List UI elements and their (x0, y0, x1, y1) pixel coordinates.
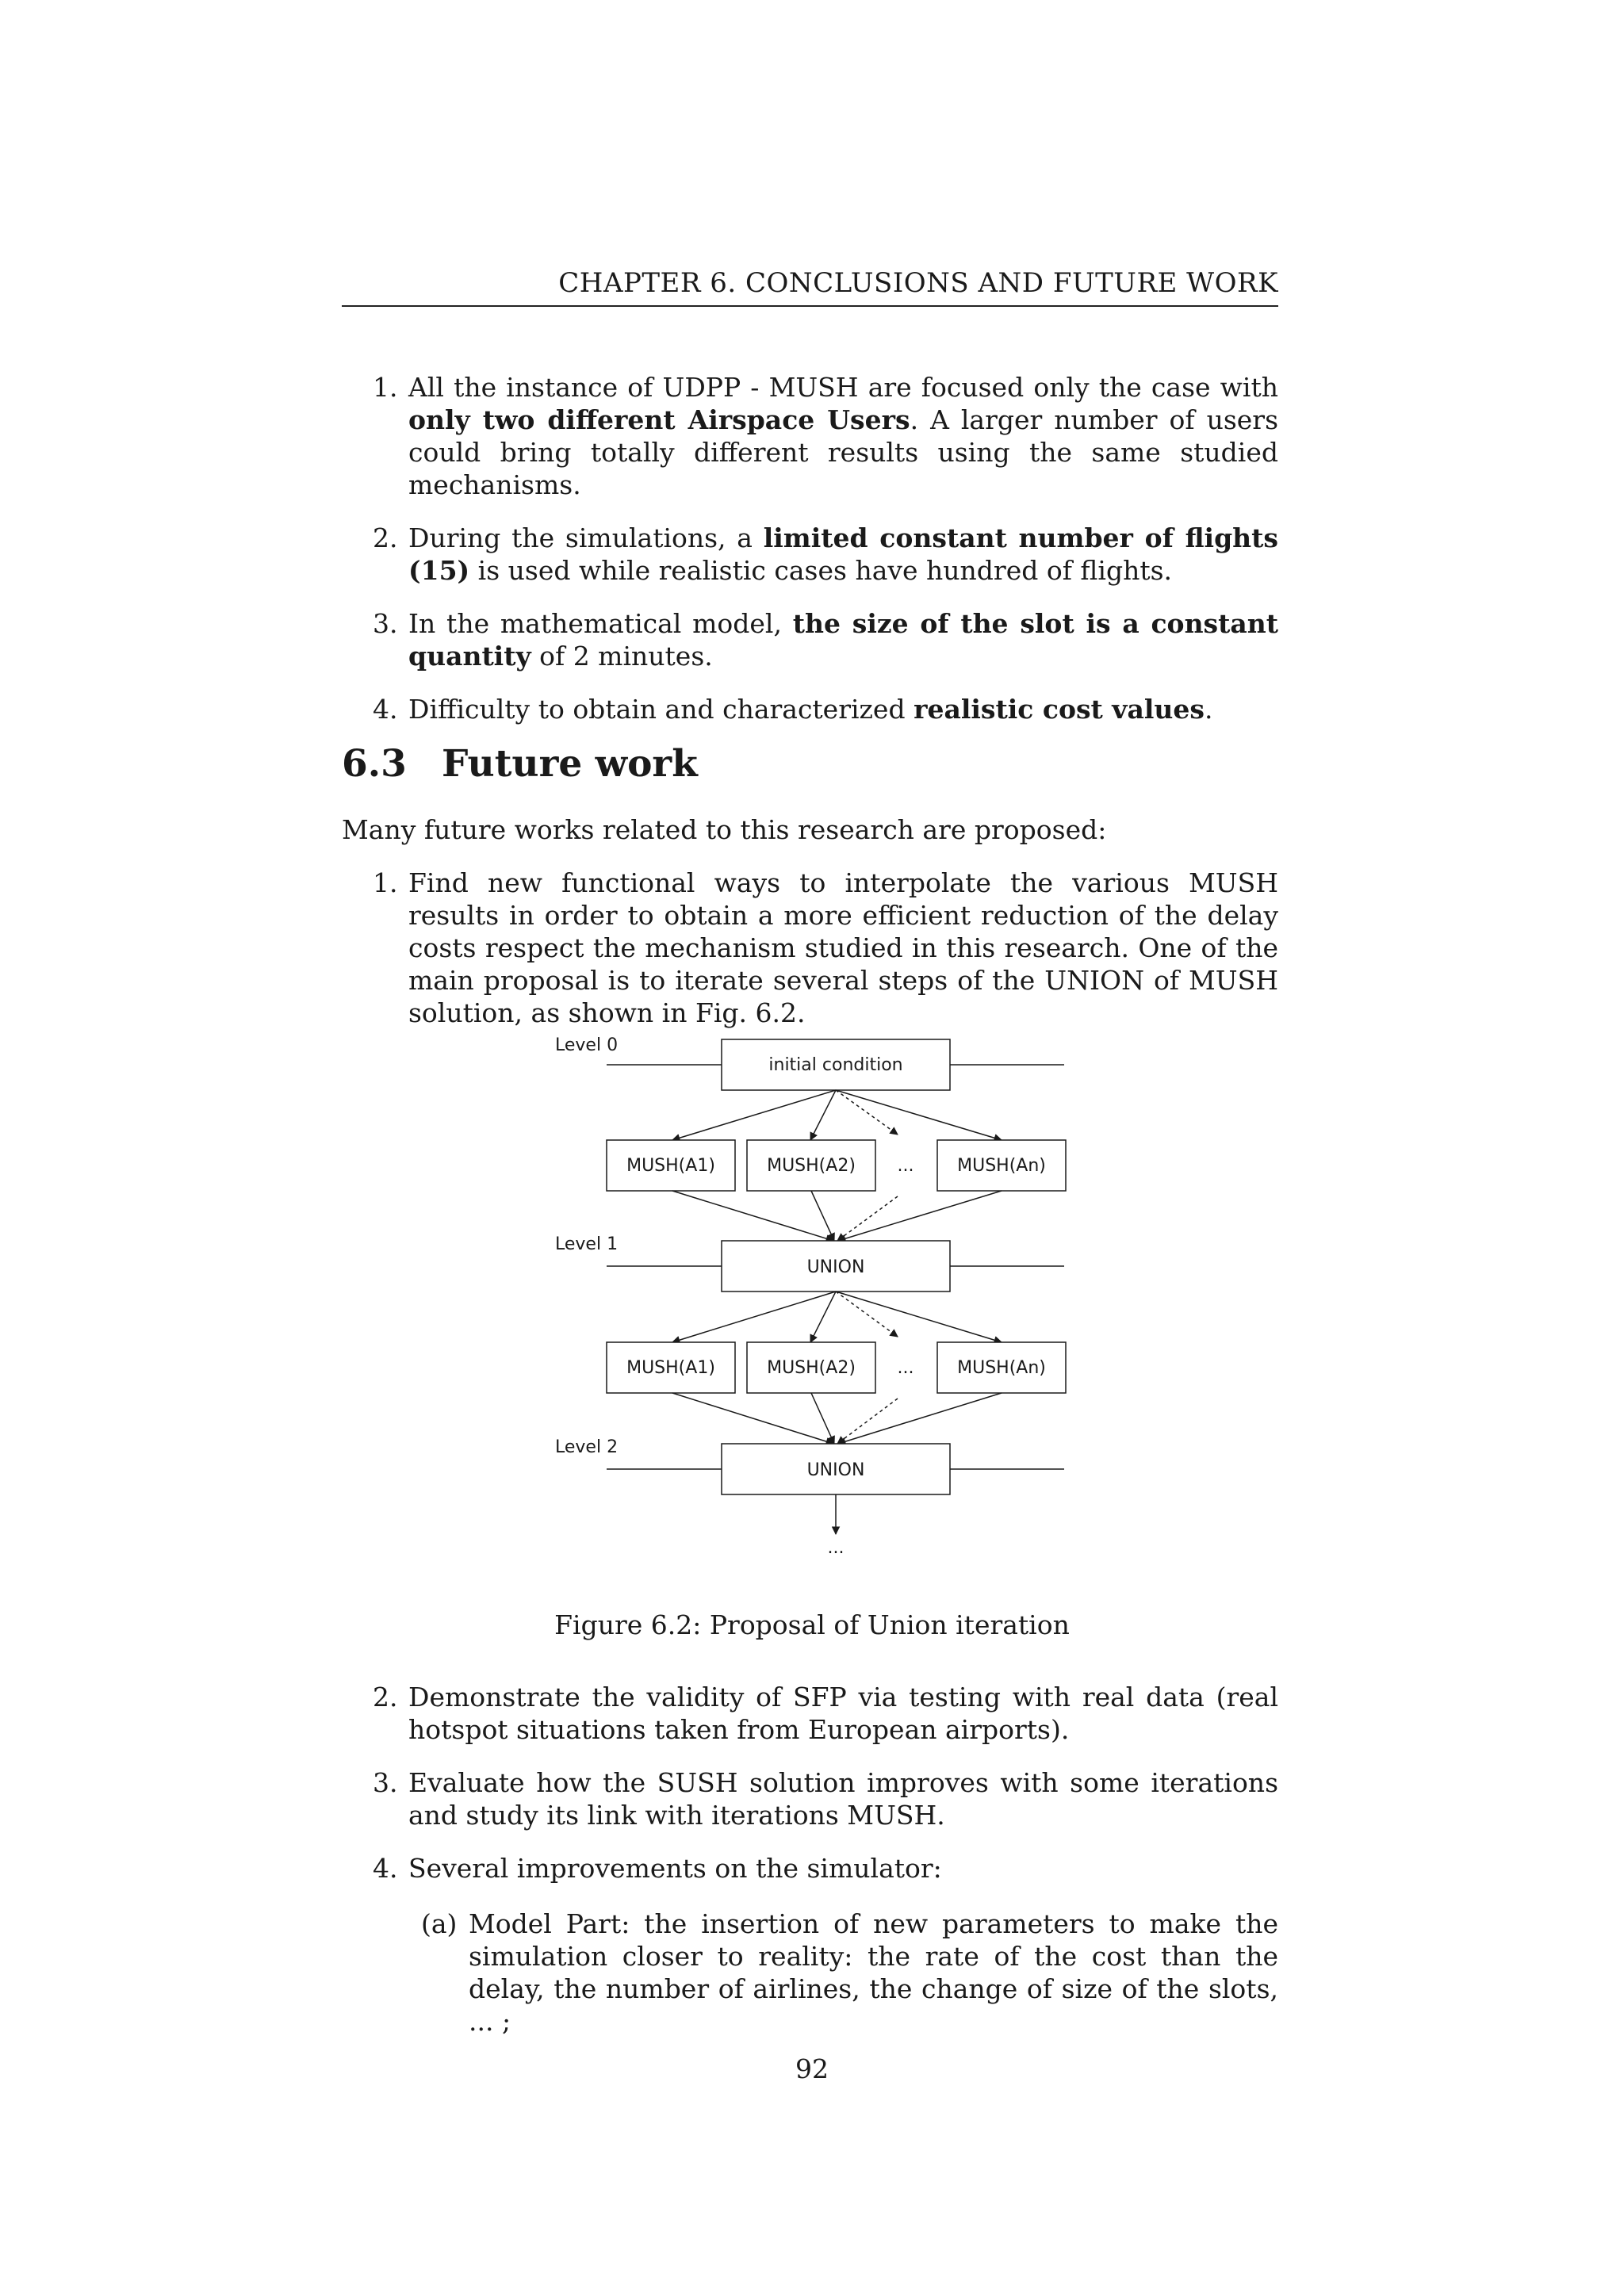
arrow-union1-to-an (836, 1292, 1002, 1342)
item-bold: limited constant number of flights (15) (408, 522, 1278, 586)
union-label-1: UNION (806, 1257, 865, 1277)
item-text: . A larger number of users could bring totally different results using the same studied mechanisms. (408, 404, 1278, 500)
limitation-item-3 (373, 607, 1278, 672)
arrow-a1-to-union-2 (672, 1393, 833, 1444)
arrow-init-to-a1 (672, 1090, 836, 1140)
mush-a2-label-2: MUSH(A2) (767, 1358, 856, 1378)
arrow-a1-to-union-1 (672, 1191, 833, 1241)
limitation-item-1 (373, 371, 1278, 501)
item-text: Evaluate how the SUSH solution improves with some iterations and study its link with iterations MUSH. (408, 1767, 1278, 1831)
item-text: Demonstrate the validity of SFP via testing with real data (real hotspot situations taken from European airports). (408, 1682, 1278, 1745)
list-number: 3. (373, 608, 398, 639)
arrow-init-to-an (836, 1090, 1002, 1140)
mush-an-label-2: MUSH(An) (957, 1358, 1046, 1378)
initial-condition-label: initial condition (768, 1055, 903, 1075)
future-list-part1 (373, 867, 1278, 1029)
section-title: Future work (442, 742, 698, 786)
limitation-item-4 (373, 693, 1278, 725)
intro-paragraph: Many future works related to this research are proposed: (342, 814, 1107, 845)
diagram-svg (547, 1027, 1086, 1574)
list-number: 2. (373, 1682, 398, 1712)
arrow-init-to-a2 (810, 1090, 836, 1140)
continuation-ellipsis: ... (827, 1538, 845, 1558)
future-list-part2 (373, 1681, 1278, 1885)
list-number: 2. (373, 522, 398, 553)
section-heading (342, 742, 698, 786)
item-text: Find new functional ways to interpolate the various MUSH results in order to obtain a more efficient reduction of the delay costs respect the mechanism studied in this research. One of the main proposal is to iterate several steps of the UNION of MUSH solution, as shown in Fig. 6.2. (408, 867, 1278, 1028)
sub-item-a (421, 1908, 1278, 2038)
item-text: In the mathematical model, (408, 608, 793, 639)
list-number: 1. (373, 867, 398, 898)
item-text: Several improvements on the simulator: (408, 1853, 942, 1884)
item-bold: only two different Airspace Users (408, 404, 910, 435)
list-number: 4. (373, 1853, 398, 1884)
item-text: . (1204, 694, 1213, 725)
running-title: CHAPTER 6. CONCLUSIONS AND FUTURE WORK (558, 267, 1278, 299)
future-item-4 (373, 1852, 1278, 1885)
level-2-label: Level 2 (555, 1437, 619, 1457)
list-number: 1. (373, 372, 398, 403)
mush-a1-label-1: MUSH(A1) (626, 1156, 715, 1176)
limitations-list (373, 371, 1278, 725)
list-number: 3. (373, 1767, 398, 1798)
arrow-an-to-union-1 (838, 1191, 1002, 1241)
ellipsis-2: ... (897, 1358, 914, 1378)
item-bold: the size of the slot is a constant quantity (408, 608, 1279, 672)
item-text: of 2 minutes. (530, 641, 713, 672)
arrow-union1-to-a1 (672, 1292, 836, 1342)
section-number: 6.3 (342, 742, 407, 786)
arrow-dots-to-union-2 (837, 1399, 898, 1444)
limitation-item-2 (373, 522, 1278, 587)
arrow-an-to-union-2 (838, 1393, 1002, 1444)
union-iteration-diagram (547, 1027, 1086, 1574)
level-1-label: Level 1 (555, 1234, 619, 1254)
item-bold: realistic cost values (914, 694, 1205, 725)
level-0-label: Level 0 (555, 1035, 619, 1055)
arrow-union1-to-a2 (810, 1292, 836, 1342)
item-text: During the simulations, a (408, 522, 764, 553)
mush-a2-label-1: MUSH(A2) (767, 1156, 856, 1176)
item-text: is used while realistic cases have hundred of flights. (469, 555, 1173, 586)
future-item-1 (373, 867, 1278, 1029)
future-item-2 (373, 1681, 1278, 1746)
list-number: 4. (373, 694, 398, 725)
ellipsis-1: ... (897, 1156, 914, 1176)
mush-an-label-1: MUSH(An) (957, 1156, 1046, 1176)
arrow-union1-to-dots (836, 1292, 898, 1337)
sub-item-text: Model Part: the insertion of new parameters to make the simulation closer to reality: the rate of the cost than the delay, the number of airlines, the change of size of the slots, ... ; (469, 1908, 1278, 2037)
arrow-init-to-dots (836, 1090, 898, 1135)
figure-caption: Figure 6.2: Proposal of Union iteration (554, 1609, 1070, 1640)
union-label-2: UNION (806, 1460, 865, 1480)
page-number: 92 (795, 2053, 829, 2084)
item-text: All the instance of UDPP - MUSH are focused only the case with (408, 372, 1278, 403)
sub-item-label: (a) (421, 1908, 458, 1939)
arrow-a2-to-union-2 (811, 1393, 834, 1444)
arrow-a2-to-union-1 (811, 1191, 834, 1241)
arrow-dots-to-union-1 (837, 1196, 898, 1241)
item-text: Difficulty to obtain and characterized (408, 694, 914, 725)
future-item-3 (373, 1766, 1278, 1831)
running-header (342, 266, 1278, 307)
mush-a1-label-2: MUSH(A1) (626, 1358, 715, 1378)
